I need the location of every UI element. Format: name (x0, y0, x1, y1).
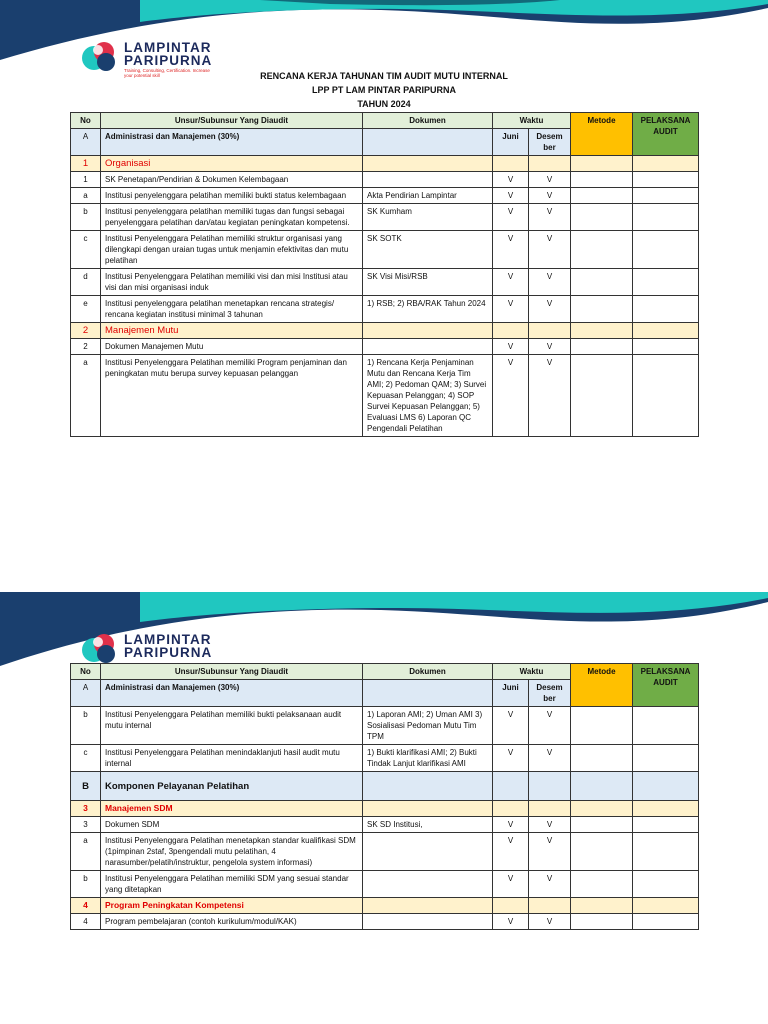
section-row (71, 898, 699, 914)
row-unsur: Dokumen Manajemen Mutu (101, 339, 363, 355)
table-row (71, 817, 699, 833)
header-pelaksana: PELAKSANA AUDIT (633, 113, 699, 156)
logo-name-line2: PARIPURNA (124, 645, 213, 660)
header-waktu: Waktu (493, 664, 571, 680)
header-no: No (71, 664, 101, 680)
header-juni: Juni (493, 680, 529, 707)
row-desember: V (529, 339, 571, 355)
table-row (71, 339, 699, 355)
section-empty-cell (493, 801, 529, 817)
logo-name-line1: LAMPINTAR (124, 632, 212, 647)
row-pelaksana (633, 296, 699, 323)
section-a-dokumen (363, 680, 493, 707)
row-unsur: Institusi Penyelenggara Pelatihan menindaklanjuti hasil audit mutu internal (101, 745, 363, 772)
section-a-no: A (71, 680, 101, 707)
row-metode (571, 707, 633, 745)
row-pelaksana (633, 707, 699, 745)
row-juni: V (493, 204, 529, 231)
table-row (71, 296, 699, 323)
document-heading (70, 69, 698, 111)
row-no: b (71, 871, 101, 898)
row-metode (571, 188, 633, 204)
row-metode (571, 817, 633, 833)
row-juni: V (493, 707, 529, 745)
section-empty-cell (493, 323, 529, 339)
row-dokumen: 1) Laporan AMI; 2) Uman AMI 3) Sosialisasi Pedoman Mutu Tim TPM (363, 707, 493, 745)
section-title: Manajemen SDM (101, 801, 363, 817)
audit-plan-table-continued (70, 663, 699, 930)
row-no: b (71, 707, 101, 745)
header-metode: Metode (571, 113, 633, 156)
row-unsur: Institusi penyelenggara pelatihan menetapkan rencana strategis/ rencana kegiatan institusi minimal 3 tahunan (101, 296, 363, 323)
section-a-dokumen (363, 129, 493, 156)
row-juni: V (493, 914, 529, 930)
row-pelaksana (633, 817, 699, 833)
row-pelaksana (633, 914, 699, 930)
section-empty-cell (363, 323, 493, 339)
table-row (71, 914, 699, 930)
row-juni: V (493, 231, 529, 269)
row-no: 2 (71, 339, 101, 355)
row-pelaksana (633, 745, 699, 772)
row-juni: V (493, 833, 529, 871)
row-desember: V (529, 204, 571, 231)
row-dokumen: 1) RSB; 2) RBA/RAK Tahun 2024 (363, 296, 493, 323)
header-unsur: Unsur/Subunsur Yang Diaudit (101, 113, 363, 129)
row-no: a (71, 355, 101, 437)
row-desember: V (529, 871, 571, 898)
header-unsur: Unsur/Subunsur Yang Diaudit (101, 664, 363, 680)
row-desember: V (529, 914, 571, 930)
row-pelaksana (633, 188, 699, 204)
row-no: 3 (71, 817, 101, 833)
row-metode (571, 269, 633, 296)
row-metode (571, 871, 633, 898)
section-b-title: Komponen Pelayanan Pelatihan (101, 772, 363, 801)
row-dokumen (363, 172, 493, 188)
section-title: Program Peningkatan Kompetensi (101, 898, 363, 914)
row-unsur: SK Penetapan/Pendirian & Dokumen Kelembagaan (101, 172, 363, 188)
row-pelaksana (633, 231, 699, 269)
row-desember: V (529, 833, 571, 871)
row-desember: V (529, 707, 571, 745)
row-no: c (71, 231, 101, 269)
row-dokumen: Akta Pendirian Lampintar (363, 188, 493, 204)
table-row (71, 231, 699, 269)
row-metode (571, 172, 633, 188)
row-no: b (71, 204, 101, 231)
section-empty-cell (529, 156, 571, 172)
row-pelaksana (633, 833, 699, 871)
row-desember: V (529, 269, 571, 296)
section-empty-cell (493, 772, 529, 801)
row-unsur: Institusi Penyelenggara Pelatihan memiliki bukti pelaksanaan audit mutu internal (101, 707, 363, 745)
header-desember: Desem ber (529, 129, 571, 156)
row-dokumen: SK SD Institusi, (363, 817, 493, 833)
row-dokumen: 1) Bukti klarifikasi AMI; 2) Bukti Tindak Lanjut klarifikasi AMI (363, 745, 493, 772)
table-row (71, 871, 699, 898)
row-no: e (71, 296, 101, 323)
section-empty-cell (363, 801, 493, 817)
section-empty-cell (529, 898, 571, 914)
table-row (71, 707, 699, 745)
section-number: 1 (71, 156, 101, 172)
logo-tagline: Training, Consulting, Certification. Increase your potential skill (124, 68, 210, 78)
row-unsur: Institusi penyelenggara pelatihan memiliki bukti status kelembagaan (101, 188, 363, 204)
logo-mark-icon (80, 630, 122, 666)
section-b-row (71, 772, 699, 801)
row-metode (571, 355, 633, 437)
row-juni: V (493, 745, 529, 772)
page-gap (0, 512, 768, 592)
section-empty-cell (493, 898, 529, 914)
row-dokumen: 1) Rencana Kerja Penjaminan Mutu dan Rencana Kerja Tim AMI; 2) Pedoman QAM; 3) Survei Kepuasan Pelanggan; 4) SOP Survei Kepuasan Pelanggan; 5) Evaluasi LMS 6) Laporan QC Pengendali Pelatihan (363, 355, 493, 437)
section-empty-cell (571, 898, 633, 914)
row-unsur: Institusi penyelenggara pelatihan memiliki tugas dan fungsi sebagai penyelenggara pelatihan dan/atau kegiatan peningkatan kompetensi. (101, 204, 363, 231)
row-unsur: Institusi Penyelenggara Pelatihan menetapkan standar kualifikasi SDM (1pimpinan 2staf, 3pengendali mutu pelatihan, 4 narasumber/pelatih/instruktur, pengelola system informasi) (101, 833, 363, 871)
row-metode (571, 339, 633, 355)
row-no: 4 (71, 914, 101, 930)
row-metode (571, 204, 633, 231)
row-dokumen (363, 833, 493, 871)
section-empty-cell (571, 323, 633, 339)
section-empty-cell (493, 156, 529, 172)
row-unsur: Dokumen SDM (101, 817, 363, 833)
section-empty-cell (633, 898, 699, 914)
row-desember: V (529, 172, 571, 188)
header-desember: Desem ber (529, 680, 571, 707)
row-desember: V (529, 231, 571, 269)
section-title: Organisasi (101, 156, 363, 172)
row-no: a (71, 188, 101, 204)
heading-line-3: TAHUN 2024 (357, 99, 411, 109)
section-title: Manajemen Mutu (101, 323, 363, 339)
header-waktu: Waktu (493, 113, 571, 129)
row-juni: V (493, 339, 529, 355)
row-unsur: Institusi Penyelenggara Pelatihan memiliki visi dan misi Institusi atau visi dan misi organisasi induk (101, 269, 363, 296)
row-no: 1 (71, 172, 101, 188)
table-header-row (71, 664, 699, 680)
row-juni: V (493, 296, 529, 323)
row-metode (571, 914, 633, 930)
header-pelaksana: PELAKSANA AUDIT (633, 664, 699, 707)
section-number: 3 (71, 801, 101, 817)
row-no: d (71, 269, 101, 296)
row-unsur: Program pembelajaran (contoh kurikulum/modul/KAK) (101, 914, 363, 930)
section-a-title: Administrasi dan Manajemen (30%) (101, 680, 363, 707)
row-unsur: Institusi Penyelenggara Pelatihan memiliki SDM yang sesuai standar yang ditetapkan (101, 871, 363, 898)
section-empty-cell (363, 772, 493, 801)
section-empty-cell (529, 801, 571, 817)
section-a-title: Administrasi dan Manajemen (30%) (101, 129, 363, 156)
table-row (71, 355, 699, 437)
row-metode (571, 231, 633, 269)
section-empty-cell (363, 156, 493, 172)
table-row (71, 188, 699, 204)
row-pelaksana (633, 355, 699, 437)
row-desember: V (529, 745, 571, 772)
section-number: 4 (71, 898, 101, 914)
row-dokumen: SK Kumham (363, 204, 493, 231)
row-desember: V (529, 188, 571, 204)
row-pelaksana (633, 871, 699, 898)
row-no: c (71, 745, 101, 772)
row-juni: V (493, 355, 529, 437)
row-desember: V (529, 296, 571, 323)
header-metode: Metode (571, 664, 633, 707)
section-empty-cell (633, 801, 699, 817)
section-empty-cell (571, 801, 633, 817)
section-row (71, 156, 699, 172)
section-row (71, 323, 699, 339)
document-page-2 (0, 592, 768, 1024)
section-empty-cell (571, 772, 633, 801)
row-dokumen (363, 914, 493, 930)
table-header-row (71, 113, 699, 129)
row-metode (571, 745, 633, 772)
row-desember: V (529, 817, 571, 833)
row-juni: V (493, 817, 529, 833)
section-number: 2 (71, 323, 101, 339)
row-desember: V (529, 355, 571, 437)
section-empty-cell (529, 323, 571, 339)
section-empty-cell (571, 156, 633, 172)
table-row (71, 172, 699, 188)
header-no: No (71, 113, 101, 129)
table-row (71, 204, 699, 231)
heading-line-1: RENCANA KERJA TAHUNAN TIM AUDIT MUTU INTERNAL (260, 71, 508, 81)
row-metode (571, 833, 633, 871)
row-unsur: Institusi Penyelenggara Pelatihan memiliki Program penjaminan dan peningkatan mutu berupa survey kepuasan pelanggan (101, 355, 363, 437)
row-unsur: Institusi Penyelenggara Pelatihan memiliki struktur organisasi yang dilengkapi dengan uraian tugas untuk menjamin efektivitas dan mutu pelatihan (101, 231, 363, 269)
section-empty-cell (633, 772, 699, 801)
row-juni: V (493, 269, 529, 296)
row-pelaksana (633, 339, 699, 355)
header-juni: Juni (493, 129, 529, 156)
row-juni: V (493, 871, 529, 898)
section-a-no: A (71, 129, 101, 156)
row-pelaksana (633, 269, 699, 296)
heading-line-2: LPP PT LAM PINTAR PARIPURNA (311, 85, 456, 95)
section-row (71, 801, 699, 817)
row-juni: V (493, 188, 529, 204)
row-dokumen: SK SOTK (363, 231, 493, 269)
row-pelaksana (633, 204, 699, 231)
section-empty-cell (633, 156, 699, 172)
row-pelaksana (633, 172, 699, 188)
row-metode (571, 296, 633, 323)
section-b-no: B (71, 772, 101, 801)
header-dokumen: Dokumen (363, 664, 493, 680)
logo-name-line2: PARIPURNA (124, 53, 213, 68)
row-juni: V (493, 172, 529, 188)
section-empty-cell (633, 323, 699, 339)
row-dokumen: SK Visi Misi/RSB (363, 269, 493, 296)
table-row (71, 269, 699, 296)
audit-plan-table (70, 112, 699, 437)
row-dokumen (363, 339, 493, 355)
row-no: a (71, 833, 101, 871)
table-row (71, 833, 699, 871)
section-empty-cell (529, 772, 571, 801)
logo-name-line1: LAMPINTAR (124, 40, 212, 55)
table-row (71, 745, 699, 772)
section-empty-cell (363, 898, 493, 914)
row-dokumen (363, 871, 493, 898)
header-dokumen: Dokumen (363, 113, 493, 129)
